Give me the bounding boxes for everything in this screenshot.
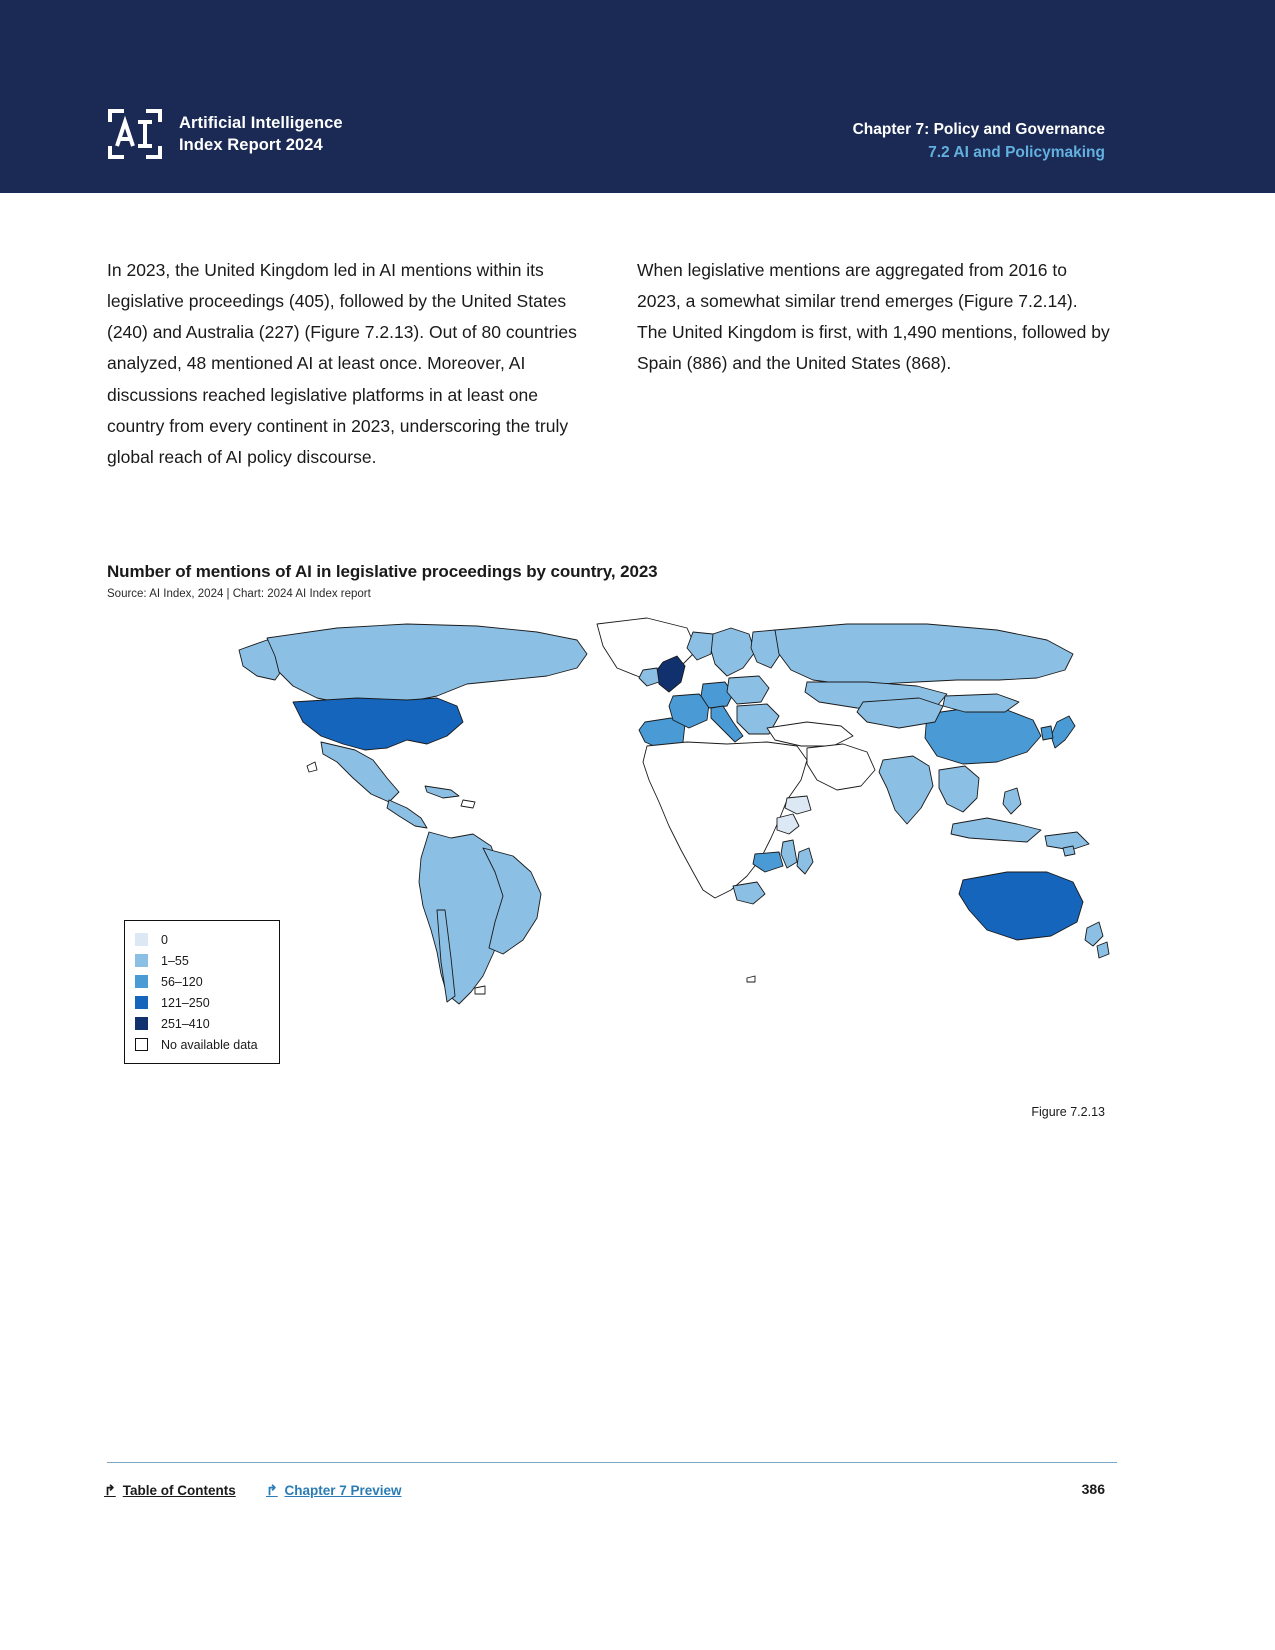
legend-item xyxy=(135,971,269,992)
logo-text xyxy=(179,112,343,157)
logo-title-line-1: Artificial Intelligence xyxy=(179,113,343,132)
legend-swatch-0 xyxy=(135,933,148,946)
page-number: 386 xyxy=(1081,1481,1105,1497)
paragraph-right: When legislative mentions are aggregated from 2016 to 2023, a somewhat similar trend emerges (Figure 7.2.14). The United Kingdom is first, with 1,490 mentions, followed by Spain (886) and the United States (868). xyxy=(637,260,1110,374)
legend-swatch-2 xyxy=(135,975,148,988)
paragraph-left: In 2023, the United Kingdom led in AI mentions within its legislative proceedings (405), followed by the United States (240) and Australia (227) (Figure 7.2.13). Out of 80 countries analyzed, 48 mentioned AI at least once. Moreover, AI discussions reached legislative platforms in at least one country from every continent in 2023, underscoring the truly global reach of AI policy discourse. xyxy=(107,260,577,467)
legend-label-1: 1–55 xyxy=(161,953,189,968)
legend-label-2: 56–120 xyxy=(161,974,203,989)
ai-index-logo-icon xyxy=(107,108,163,160)
legend-swatch-4 xyxy=(135,1017,148,1030)
chapter-preview-label: Chapter 7 Preview xyxy=(284,1483,402,1498)
page-header xyxy=(0,0,1275,193)
logo-title-line-2: Index Report 2024 xyxy=(179,136,323,154)
legend-item xyxy=(135,1034,269,1055)
legend-swatch-1 xyxy=(135,954,148,967)
return-arrow-icon: ↰ xyxy=(265,1482,278,1498)
map-legend xyxy=(124,920,280,1064)
table-of-contents-label: Table of Contents xyxy=(122,1483,236,1498)
table-of-contents-link[interactable] xyxy=(104,1482,236,1499)
section-title: 7.2 AI and Policymaking xyxy=(928,144,1105,162)
footer-divider xyxy=(107,1462,1117,1463)
logo xyxy=(107,108,343,160)
chart-source: Source: AI Index, 2024 | Chart: 2024 AI Index report xyxy=(107,588,371,600)
figure-label: Figure 7.2.13 xyxy=(1031,1105,1105,1119)
header-chapter-info xyxy=(853,118,1105,165)
legend-swatch-5 xyxy=(135,1038,148,1051)
legend-item xyxy=(135,929,269,950)
legend-swatch-3 xyxy=(135,996,148,1009)
chapter-title: Chapter 7: Policy and Governance xyxy=(852,121,1105,138)
legend-label-4: 251–410 xyxy=(161,1016,210,1031)
chart-title: Number of mentions of AI in legislative proceedings by country, 2023 xyxy=(107,562,658,581)
legend-item xyxy=(135,992,269,1013)
chapter-preview-link[interactable] xyxy=(266,1482,402,1499)
legend-item xyxy=(135,1013,269,1034)
legend-label-3: 121–250 xyxy=(161,995,210,1010)
legend-label-5: No available data xyxy=(161,1037,258,1052)
return-arrow-icon: ↰ xyxy=(104,1482,116,1498)
legend-label-0: 0 xyxy=(161,932,168,947)
legend-item xyxy=(135,950,269,971)
footer-links xyxy=(104,1482,402,1499)
